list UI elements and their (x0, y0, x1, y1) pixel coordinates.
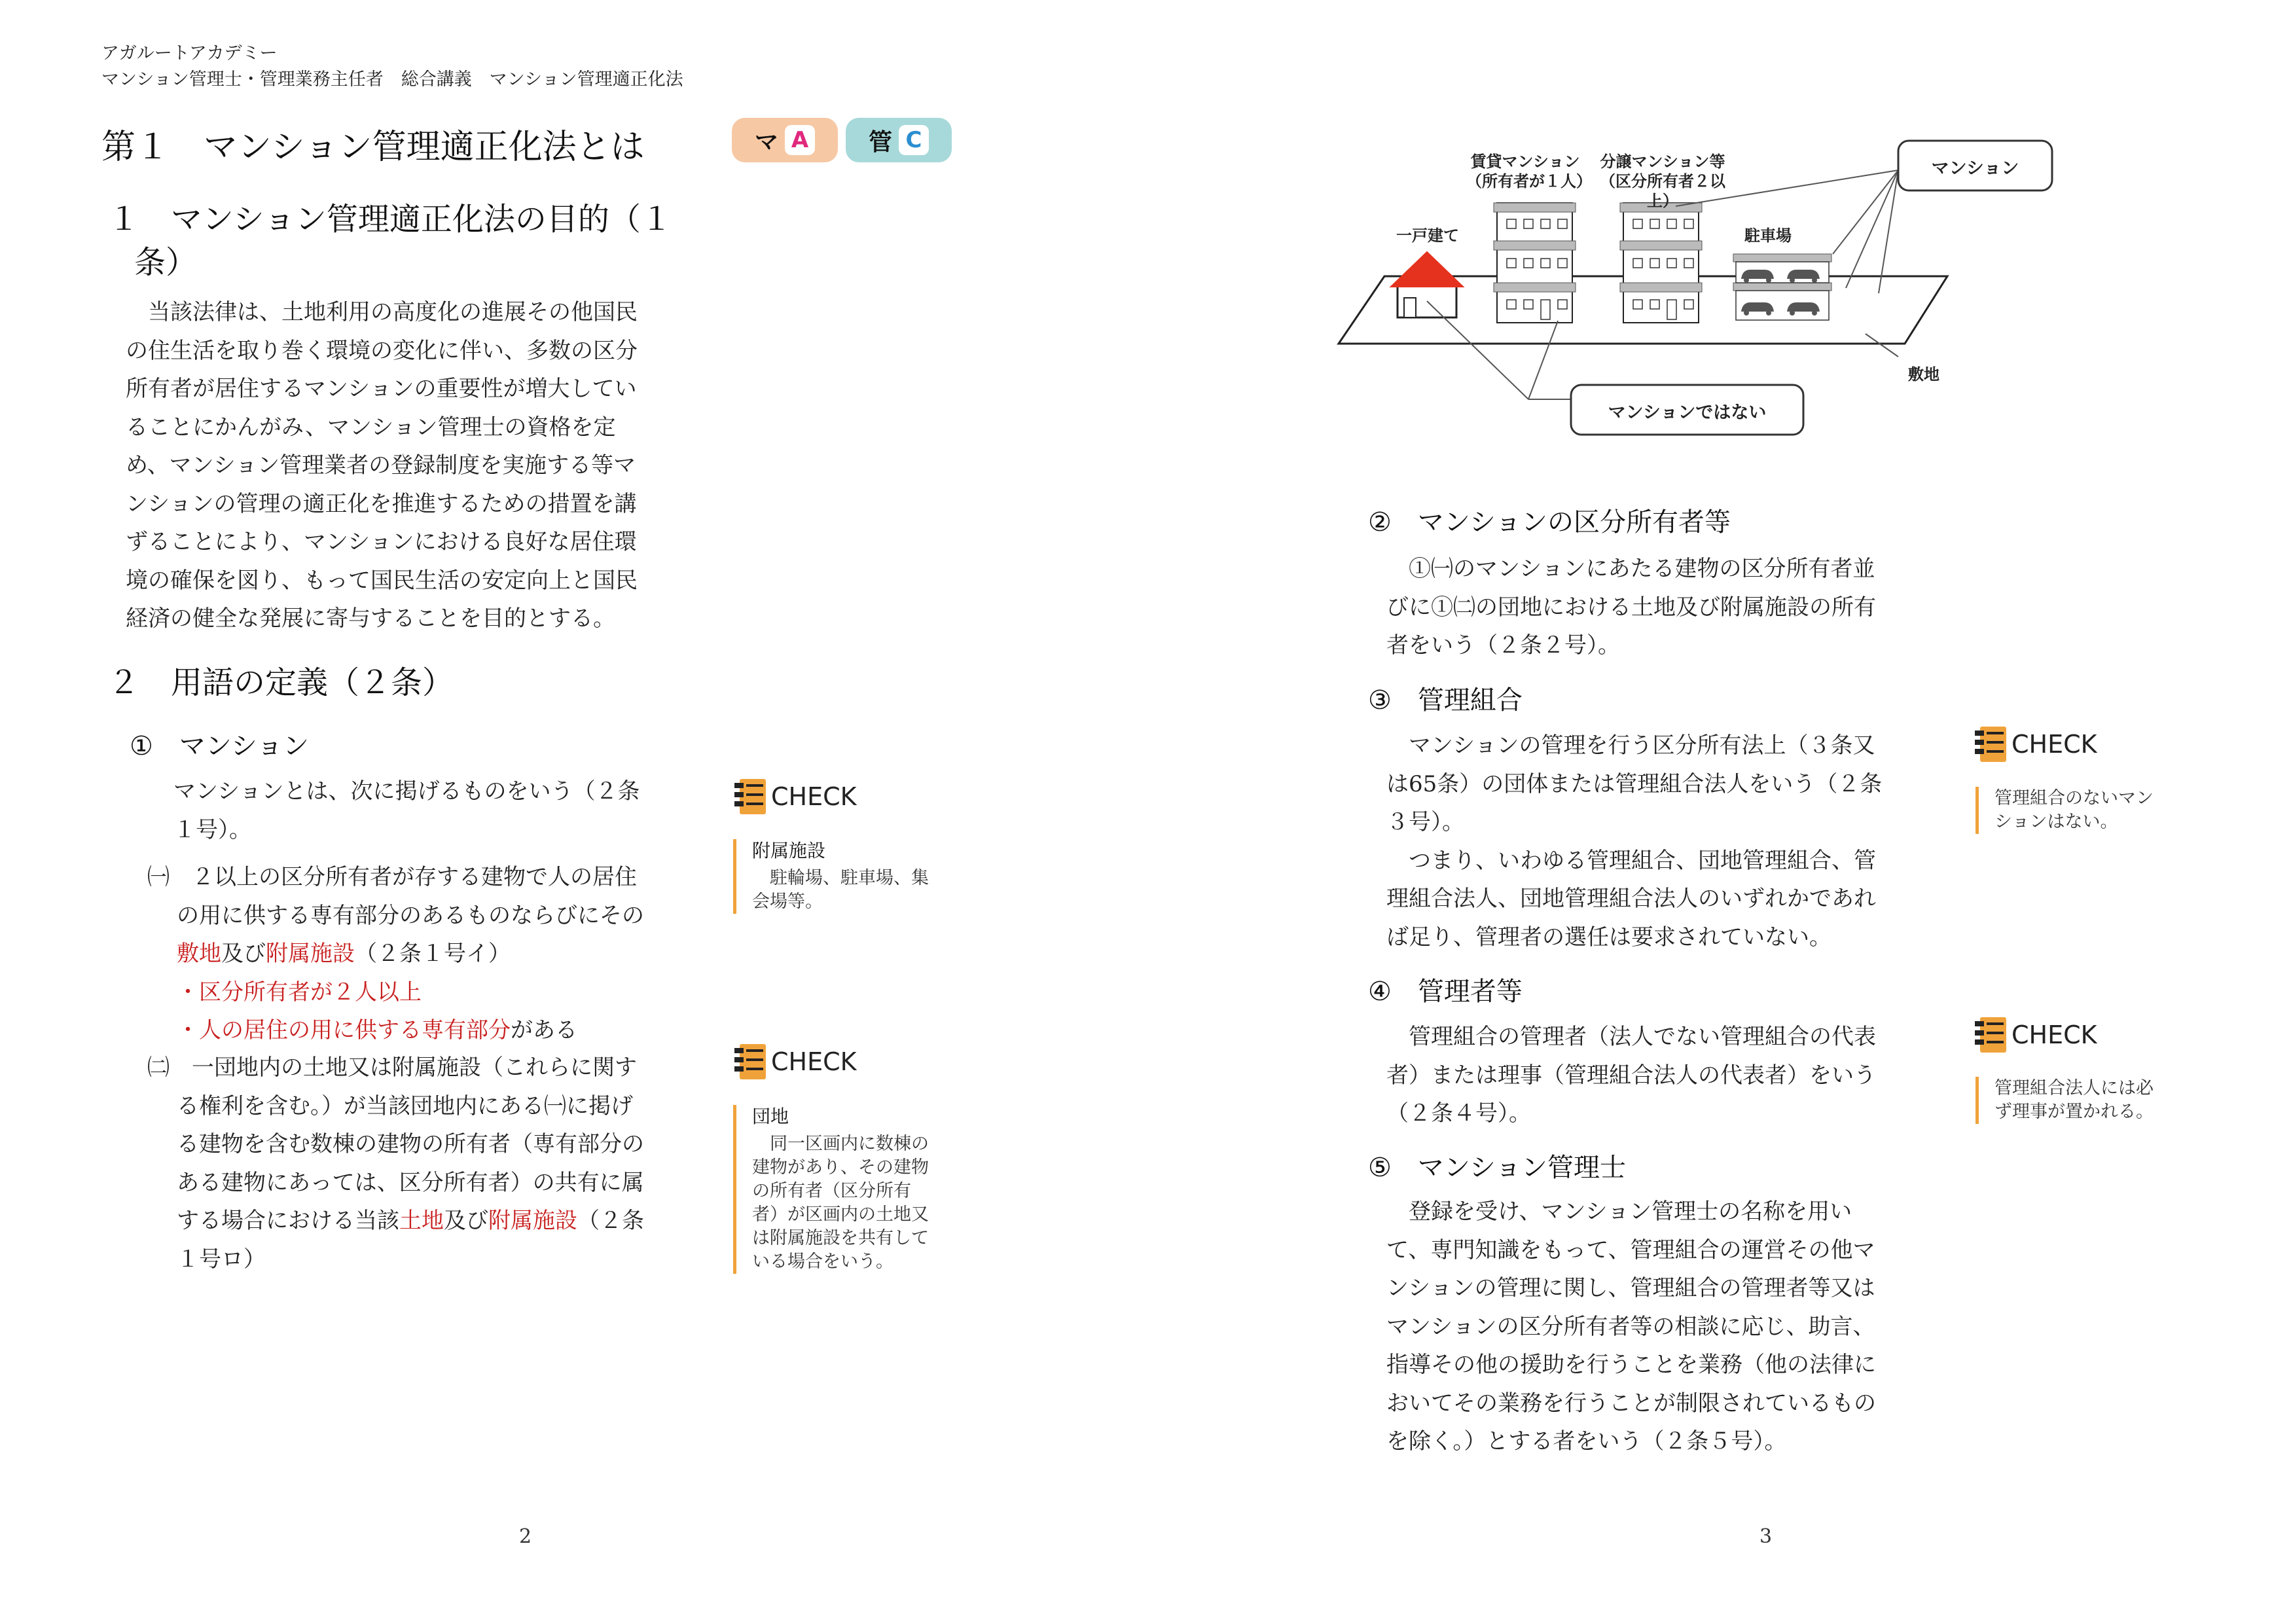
body-line: 所有者が居住するマンションの重要性が増大してい (126, 376, 637, 402)
diagram-label: 賃貸マンション (1470, 153, 1580, 171)
check-heading (1974, 1016, 2097, 1054)
body-line: びに①㈡の団地における土地及び附属施設の所有 (1386, 594, 1876, 621)
rental-mansion-label (1466, 152, 1592, 191)
body-line: は65条）の団体または管理組合法人をいう（２条 (1386, 770, 1883, 797)
detached-house-label: 一戸建て (1396, 226, 1459, 245)
body-line: 指導その他の援助を行うことを業務（他の法律に (1386, 1352, 1876, 1378)
emphasis-term: 附属施設 (488, 1208, 577, 1234)
check-label: CHECK (2011, 730, 2097, 759)
body-line: ①㈠のマンションにあたる建物の区分所有者並 (1386, 556, 1875, 582)
check-list-icon (733, 1043, 767, 1081)
note-fuzoku-shisetsu (733, 839, 969, 914)
detached-house-shape (1391, 252, 1463, 317)
check-heading (733, 1043, 857, 1081)
emphasis-term: 土地 (399, 1208, 444, 1234)
note-line: 管理組合のないマン (1994, 788, 2154, 808)
body-line: おいてその業務を行うことが制限されているもの (1386, 1390, 1876, 1416)
body-text: （２条 (577, 1208, 644, 1234)
section1-heading-line: １ マンション管理適正化法の目的（１ (108, 201, 672, 238)
body-line: 登録を受け、マンション管理士の名称を用い (1386, 1199, 1852, 1225)
badge-kana: マ (754, 128, 778, 156)
body-text: 及び (444, 1208, 488, 1234)
header-course: マンション管理士・管理業務主任者 総合講義 マンション管理適正化法 (101, 69, 683, 90)
body-line: ることにかんがみ、マンション管理士の資格を定 (126, 414, 616, 441)
diagram-label: 分譲マンション等 (1600, 153, 1725, 171)
note-line: は附属施設を共有して (752, 1228, 929, 1248)
diagram-label: （所有者が１人） (1466, 172, 1592, 190)
requirement-bullet: ・人の居住の用に供する専有部分 (177, 1017, 511, 1043)
body-line: て、専門知識をもって、管理組合の運営その他マ (1386, 1236, 1875, 1263)
condo-building-shape (1620, 203, 1702, 323)
body-text: （２条１号イ） (355, 941, 511, 967)
body-text: ２以上の区分所有者が存する建物で人の居住 (192, 864, 637, 890)
body-line: る建物を含む数棟の建物の所有者（専有部分の (177, 1131, 644, 1157)
body-line: マンションの管理を行う区分所有法上（３条又 (1386, 732, 1875, 759)
emphasis-term: 附属施設 (266, 941, 355, 967)
body-line: ３号）。 (1386, 809, 1464, 835)
body-line: ずることにより、マンションにおける良好な居住環 (126, 529, 637, 555)
check-label: CHECK (2011, 1020, 2097, 1049)
body-line: 理組合法人、団地管理組合法人のいずれかであれ (1386, 886, 1876, 912)
parking-structure-shape (1733, 254, 1831, 320)
badge-grade: C (899, 125, 929, 155)
note-line: いる場合をいう。 (752, 1252, 893, 1272)
note-line: の所有者（区分所有 (752, 1181, 911, 1201)
item-marker: ㈠ (147, 864, 170, 890)
body-line: め、マンション管理業者の登録制度を実施する等マ (126, 452, 636, 478)
body-line: マンションとは、次に掲げるものをいう（２条 (173, 778, 640, 804)
body-line: １号）。 (173, 816, 251, 843)
item1-a (147, 858, 717, 1050)
page-number-left: 2 (519, 1525, 532, 1548)
page-number-right: 3 (1759, 1525, 1773, 1548)
body-line: 当該法律は、土地利用の高度化の進展その他国民 (126, 299, 638, 325)
body-line: ある建物にあっては、区分所有者）の共有に属 (177, 1169, 644, 1196)
body-text: する場合における当該 (177, 1208, 399, 1234)
diagram-label: （区分所有者２以上） (1600, 172, 1725, 210)
item5-heading: ⑤ マンション管理士 (1368, 1153, 1627, 1183)
body-line: る権利を含む。）が当該団地内にある㈠に掲げ (177, 1092, 633, 1119)
note-line: 建物があり、その建物 (752, 1157, 929, 1178)
section1-heading-line: 条） (134, 244, 198, 281)
body-line: ば足り、管理者の選任は要求されていない。 (1386, 924, 1831, 950)
badge-grade: A (785, 125, 815, 155)
check-label: CHECK (771, 1047, 857, 1076)
chapter-title: 第１ マンション管理適正化法とは (101, 128, 645, 167)
emphasis-term: 敷地 (177, 941, 221, 967)
note-line: ず理事が置かれる。 (1994, 1102, 2154, 1122)
item3-body (1386, 727, 1962, 956)
note-title: 附属施設 (752, 840, 826, 861)
body-text: 一団地内の土地又は附属施設（これらに関す (192, 1055, 637, 1081)
item2-heading: ② マンションの区分所有者等 (1368, 507, 1731, 537)
item-marker: ㈡ (147, 1055, 170, 1081)
item4-heading: ④ 管理者等 (1368, 977, 1523, 1007)
item1-heading: ① マンション (130, 731, 310, 761)
note-kanri-kumiai (1975, 787, 2224, 834)
check-label: CHECK (771, 782, 857, 811)
site-label: 敷地 (1908, 365, 1939, 384)
body-line: を除く。）とする者をいう（２条５号）。 (1386, 1428, 1787, 1454)
check-heading (1974, 725, 2097, 763)
item2-body (1386, 550, 1962, 665)
item1-b (147, 1049, 717, 1278)
header-publisher: アガルートアカデミー (101, 43, 278, 63)
note-line: 者）が区画内の土地又 (752, 1204, 929, 1225)
note-line: 会場等。 (752, 892, 823, 912)
requirement-bullet: ・区分所有者が２人以上 (177, 979, 422, 1005)
check-heading (733, 778, 857, 816)
body-text: がある (511, 1017, 577, 1043)
item4-body (1386, 1018, 1962, 1133)
badge-kana: 管 (868, 128, 892, 156)
body-line: ンションの管理の適正化を推進するための措置を講 (126, 490, 637, 517)
note-line: 駐輪場、駐車場、集 (752, 868, 929, 888)
body-text: 及び (221, 941, 266, 967)
body-line: の住生活を取り巻く環境の変化に伴い、多数の区分 (126, 337, 638, 364)
exam-badge-kanri (846, 118, 952, 162)
section2-heading: ２ 用語の定義（２条） (108, 664, 454, 701)
body-line: 管理組合の管理者（法人でない管理組合の代表 (1386, 1024, 1876, 1050)
body-line: 者）または理事（管理組合法人の代表者）をいう (1386, 1062, 1876, 1089)
body-line: （２条４号）。 (1386, 1100, 1531, 1127)
rental-building-shape (1494, 203, 1576, 323)
note-riji (1975, 1077, 2224, 1124)
parking-label: 駐車場 (1744, 226, 1792, 245)
note-line: 管理組合法人には必 (1994, 1078, 2154, 1098)
note-line: 同一区画内に数棟の (752, 1134, 929, 1154)
exam-badge-mansion (732, 118, 838, 162)
body-line: 者をいう（２条２号）。 (1386, 632, 1620, 659)
body-line: マンションの区分所有者等の相談に応じ、助言、 (1386, 1313, 1875, 1340)
note-title: 団地 (752, 1106, 789, 1127)
not-mansion-callout-label: マンションではない (1608, 403, 1767, 423)
item3-heading: ③ 管理組合 (1368, 685, 1523, 715)
body-line: 境の確保を図り、もって国民生活の安定向上と国民 (126, 567, 638, 594)
note-danchi (733, 1105, 969, 1274)
item5-body (1386, 1193, 1962, 1461)
item1-intro (173, 772, 710, 849)
body-line: １号ロ） (177, 1246, 266, 1272)
check-list-icon (1974, 725, 2008, 763)
body-line: の用に供する専有部分のあるものならびにその (177, 902, 644, 929)
body-line: 経済の健全な発展に寄与することを目的とする。 (126, 605, 615, 632)
mansion-callout-label: マンション (1931, 158, 2019, 179)
check-list-icon (733, 778, 767, 816)
check-list-icon (1974, 1016, 2008, 1054)
note-line: ションはない。 (1994, 812, 2118, 832)
section1-body (126, 293, 708, 638)
condo-mansion-label (1591, 152, 1735, 211)
body-line: つまり、いわゆる管理組合、団地管理組合、管 (1386, 847, 1876, 874)
section1-heading (108, 198, 672, 284)
body-line: ンションの管理に関し、管理組合の管理者等又は (1386, 1275, 1875, 1301)
